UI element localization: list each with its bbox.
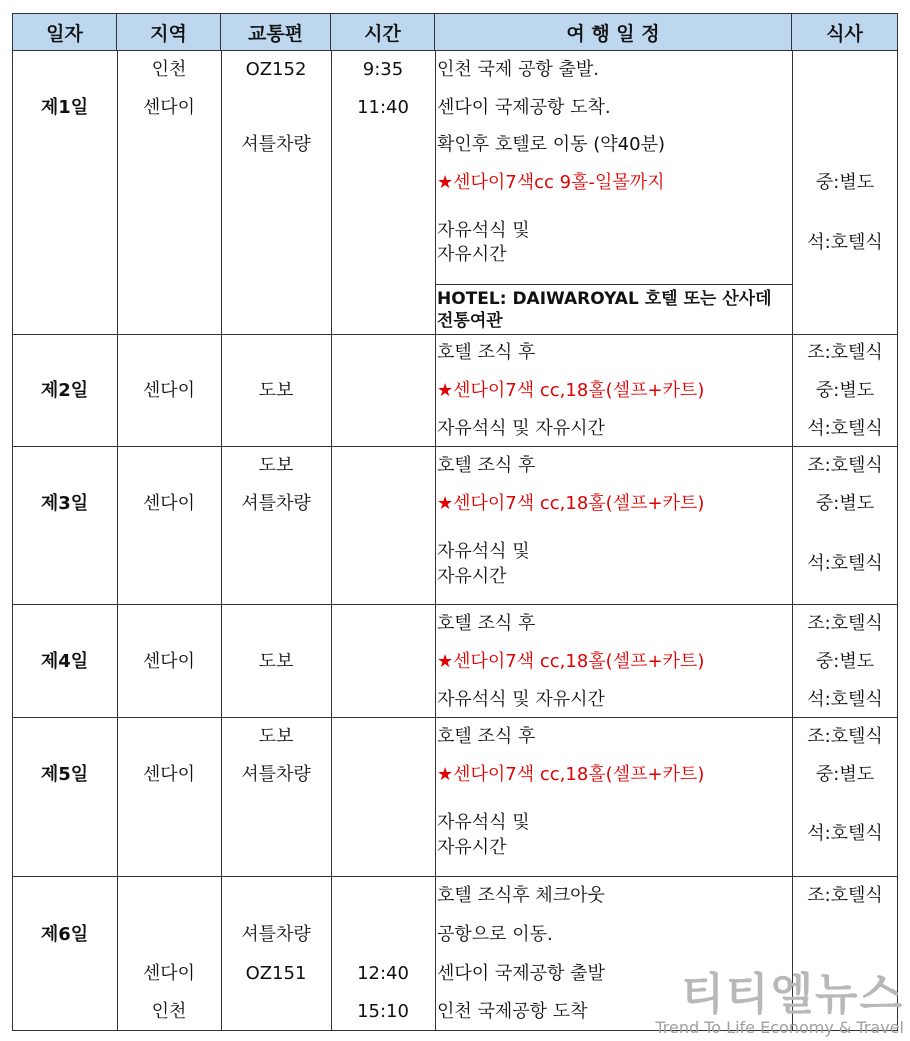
schedule-line: 호텔 조식 후 [437,726,536,747]
region-cell: 센다이 [142,651,196,672]
day-label: 제4일 [40,651,89,672]
meal-cell: 조:호텔식 [807,455,883,476]
day-label: 제6일 [40,924,89,945]
day-label: 제3일 [40,493,89,514]
golf-highlight: ★센다이7색 cc,18홀(셀프+카트) [437,764,705,785]
golf-highlight: ★센다이7색cc 9홀-일몰까지 [437,172,665,193]
schedule-line: 센다이 국제공항 출발 [437,963,605,984]
schedule-line: 자유석식 및 [437,541,530,562]
header-region: 지역 [117,13,221,51]
transport-cell: 셔틀차량 [241,493,311,514]
meal-cell: 중:별도 [815,380,875,401]
schedule-line: 자유시간 [437,566,507,587]
grid-line [331,51,332,1031]
schedule-line: 자유석식 및 자유시간 [437,689,605,710]
transport-cell: 셔틀차량 [241,764,311,785]
transport-cell: 도보 [258,455,294,476]
region-cell: 센다이 [142,963,196,984]
meal-cell: 조:호텔식 [807,726,883,747]
schedule-line: 자유시간 [437,837,507,858]
region-cell: 센다이 [142,97,196,118]
transport-cell: OZ152 [245,59,307,80]
schedule-line: 자유석식 및 [437,812,530,833]
time-cell: 11:40 [357,97,409,118]
header-time: 시간 [331,13,435,51]
schedule-line: 인천 국제 공항 출발. [437,59,599,80]
header-meals: 식사 [792,13,898,51]
grid-line [12,446,898,447]
schedule-line: 공항으로 이동. [437,924,553,945]
grid-line [117,51,118,1031]
transport-cell: 셔틀차량 [241,134,311,155]
meal-cell: 중:별도 [815,493,875,514]
schedule-line: 호텔 조식 후 [437,455,536,476]
grid-line [435,51,436,1031]
time-cell: 9:35 [362,59,404,80]
grid-line [435,284,792,285]
golf-highlight: ★센다이7색 cc,18홀(셀프+카트) [437,651,705,672]
watermark [655,971,904,1037]
watermark-logo: 티티엘뉴스 [681,969,904,1020]
region-cell: 센다이 [142,380,196,401]
meal-cell: 조:호텔식 [807,613,883,634]
transport-cell: 도보 [258,380,294,401]
schedule-line: 호텔 조식후 체크아웃 [437,885,605,906]
grid-line [792,51,793,1031]
grid-line [12,604,898,605]
golf-highlight: ★센다이7색 cc,18홀(셀프+카트) [437,493,705,514]
time-cell: 12:40 [357,963,409,984]
grid-line [12,334,898,335]
day-label: 제1일 [40,97,89,118]
schedule-line: 센다이 국제공항 도착. [437,97,611,118]
day-label: 제2일 [40,380,89,401]
grid-line [12,51,13,1031]
meal-cell: 조:호텔식 [807,885,883,906]
grid-line [897,51,898,1031]
meal-cell: 중:별도 [815,651,875,672]
header-schedule: 여 행 일 정 [435,13,792,51]
time-cell: 15:10 [357,1001,409,1022]
schedule-line: 자유석식 및 [437,220,530,241]
grid-line [12,717,898,718]
watermark-tagline: Trend To Life Economy & Travel [655,1018,904,1037]
schedule-line: 호텔 조식 후 [437,342,536,363]
meal-cell: 조:호텔식 [807,342,883,363]
grid-line [221,51,222,1031]
meal-cell: 석:호텔식 [807,689,883,710]
meal-cell: 석:호텔식 [807,232,883,253]
meal-cell: 중:별도 [815,764,875,785]
region-cell: 센다이 [142,764,196,785]
region-cell: 센다이 [142,493,196,514]
grid-line [12,876,898,877]
schedule-line: 호텔 조식 후 [437,613,536,634]
meal-cell: 석:호텔식 [807,418,883,439]
header-day: 일자 [12,13,117,51]
transport-cell: OZ151 [245,963,307,984]
transport-cell: 도보 [258,651,294,672]
region-cell: 인천 [151,1001,187,1022]
region-cell: 인천 [151,59,187,80]
schedule-line: 확인후 호텔로 이동 (약40분) [437,134,665,155]
hotel-info: HOTEL: DAIWAROYAL 호텔 또는 산사데전통여관 [437,289,772,331]
transport-cell: 셔틀차량 [241,924,311,945]
schedule-line: 인천 국제공항 도착 [437,1001,588,1022]
header-transport: 교통편 [221,13,331,51]
golf-highlight: ★센다이7색 cc,18홀(셀프+카트) [437,380,705,401]
meal-cell: 중:별도 [815,172,875,193]
schedule-line: 자유시간 [437,244,507,265]
meal-cell: 석:호텔식 [807,823,883,844]
schedule-line: 자유석식 및 자유시간 [437,418,605,439]
transport-cell: 도보 [258,726,294,747]
meal-cell: 석:호텔식 [807,553,883,574]
day-label: 제5일 [40,764,89,785]
